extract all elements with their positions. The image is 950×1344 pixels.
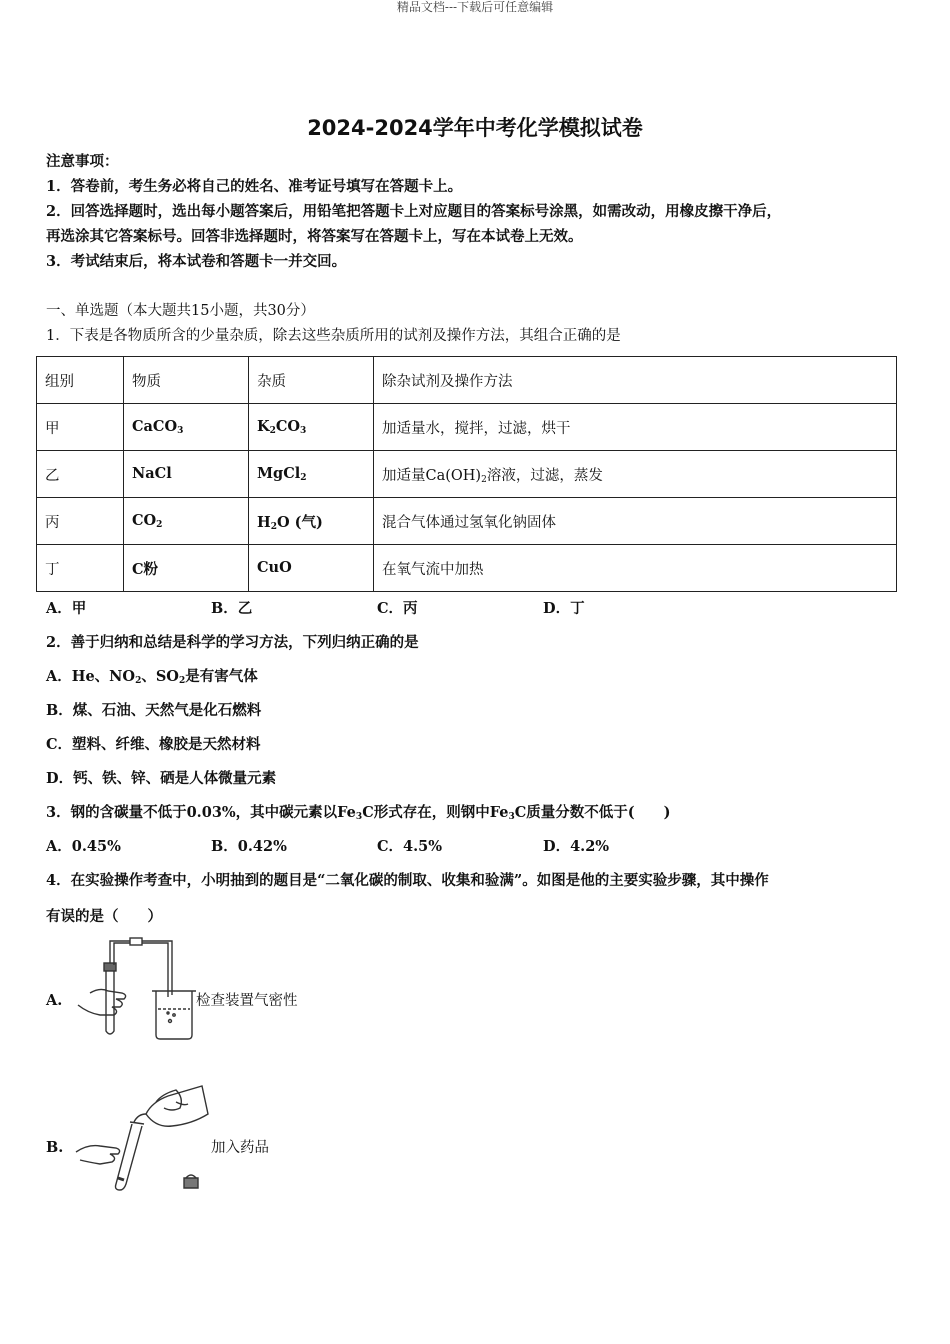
notice-item-2: 2．回答选择题时，选出每小题答案后，用铅笔把答题卡上对应题目的答案标号涂黑，如需改动，用橡皮擦干净后， <box>46 203 782 220</box>
cell-method: 在氧气流中加热 <box>374 545 897 592</box>
add-reagent-illustration <box>72 1074 212 1196</box>
header-cell: 物质 <box>124 357 249 404</box>
q2-option-d[interactable]: D．钙、铁、锌、硒是人体微量元素 <box>46 770 277 787</box>
notice-item-2-cont: 再选涂其它答案标号。回答非选择题时，将答案写在答题卡上，写在本试卷上无效。 <box>46 228 583 245</box>
q1-table <box>36 356 897 592</box>
q2-option-b[interactable]: B．煤、石油、天然气是化石燃料 <box>46 702 262 719</box>
q4-stem-line1: 4．在实验操作考查中，小明抽到的题目是“二氧化碳的制取、收集和验满”。如图是他的主要实验步骤，其中操作 <box>46 872 769 889</box>
table-header-row <box>37 357 897 404</box>
cell-impurity: $K_2CO_3$ <box>249 404 374 451</box>
q4-stem-line2: 有误的是（ ） <box>46 908 162 925</box>
cell-substance: CaCO$_3$ <box>124 404 249 451</box>
q2-option-a[interactable]: A．He、$NO_2$、$SO_2$是有害气体 <box>46 668 258 686</box>
q3-option-a[interactable]: A．0.45% <box>46 838 121 855</box>
q2-stem: 2．善于归纳和总结是科学的学习方法，下列归纳正确的是 <box>46 634 419 651</box>
cell-substance: C粉 <box>124 545 249 592</box>
q4-option-a-text: 检查装置气密性 <box>196 993 298 1009</box>
q3-option-d[interactable]: D．4.2% <box>543 838 610 855</box>
notice-item-3: 3．考试结束后，将本试卷和答题卡一并交回。 <box>46 253 347 270</box>
cell-impurity: $H_2O$ (气) <box>249 498 374 545</box>
q4-option-b-text: 加入药品 <box>211 1140 269 1156</box>
q2-option-c[interactable]: C．塑料、纤维、橡胶是天然材料 <box>46 736 261 753</box>
q1-option-b[interactable]: B．乙 <box>211 600 253 617</box>
table-row <box>37 451 897 498</box>
section-heading: 一、单选题（本大题共15小题，共30分） <box>46 303 315 319</box>
page-title: 2024-2024学年中考化学模拟试卷 <box>307 116 643 140</box>
page-header: 精品文档---下载后可任意编辑 <box>396 0 554 14</box>
q1-option-d[interactable]: D．丁 <box>543 600 585 617</box>
header-cell: 除杂试剂及操作方法 <box>374 357 897 404</box>
cell-impurity: CuO <box>249 545 374 592</box>
q1-option-a[interactable]: A．甲 <box>46 600 87 617</box>
q1-option-c[interactable]: C．丙 <box>377 600 418 617</box>
cell-method: 混合气体通过氢氧化钠固体 <box>374 498 897 545</box>
cell-substance: NaCl <box>124 451 249 498</box>
notice-heading: 注意事项： <box>46 153 119 170</box>
table-row <box>37 545 897 592</box>
table-row <box>37 404 897 451</box>
q1-stem: 1．下表是各物质所含的少量杂质，除去这些杂质所用的试剂及操作方法，其组合正确的是 <box>46 328 621 344</box>
header-cell: 组别 <box>37 357 124 404</box>
cell-group: 乙 <box>37 451 124 498</box>
header-cell: 杂质 <box>249 357 374 404</box>
q4-option-b-label[interactable]: B. <box>46 1139 64 1156</box>
airtightness-check-illustration <box>70 935 198 1045</box>
q3-option-b[interactable]: B．0.42% <box>211 838 287 855</box>
cell-group: 甲 <box>37 404 124 451</box>
q3-option-c[interactable]: C．4.5% <box>377 838 443 855</box>
q3-stem: 3．钢的含碳量不低于0.03%，其中碳元素以$Fe_3C$形式存在，则钢中$Fe_3C$质量分数不低于( ) <box>46 804 671 822</box>
cell-impurity: MgCl$_2$ <box>249 451 374 498</box>
cell-method: 加适量$Ca(OH)_2$溶液，过滤，蒸发 <box>374 451 897 498</box>
cell-method: 加适量水，搅拌，过滤，烘干 <box>374 404 897 451</box>
q4-option-a-label[interactable]: A. <box>46 992 63 1009</box>
notice-item-1: 1．答卷前，考生务必将自己的姓名、准考证号填写在答题卡上。 <box>46 178 463 195</box>
cell-group: 丙 <box>37 498 124 545</box>
table-row <box>37 498 897 545</box>
cell-group: 丁 <box>37 545 124 592</box>
cell-substance: $CO_2$ <box>124 498 249 545</box>
